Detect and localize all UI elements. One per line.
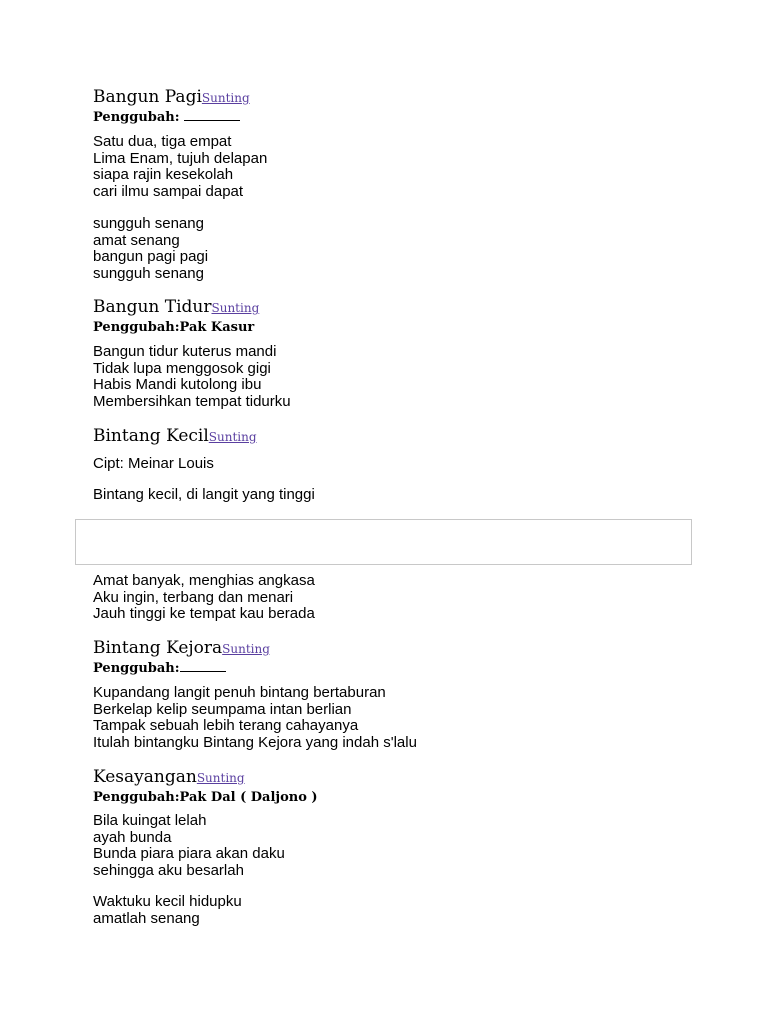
lyric-line: Tampak sebuah lebih terang cahayanya [93,717,359,735]
lyric-line: Waktuku kecil hidupku [93,893,242,910]
song-section-kesayangan [93,766,318,807]
embedded-content-box [75,519,692,565]
stanza [93,813,285,880]
edit-link[interactable]: Sunting [222,642,270,656]
stanza [93,134,267,201]
song-section-bintang-kecil [93,425,257,448]
composer-text: Penggubah: [93,110,185,125]
composer-line [93,789,318,807]
lyric-line: Lima Enam, tujuh delapan [93,149,268,167]
stanza [93,685,417,752]
lyric-line: Membersihkan tempat tidurku [93,393,291,411]
composer-line [93,109,250,127]
song-title-text: Bintang Kejora [93,638,223,658]
lyric-line: ayah bunda [93,828,172,846]
lyric-line: cari ilmu sampai dapat [93,183,244,201]
lyric-line: Bintang kecil, di langit yang tinggi [93,486,315,503]
lyric-line: Habis Mandi kutolong ibu [93,376,262,394]
song-title [93,86,250,109]
edit-link[interactable]: Sunting [201,91,250,105]
stanza [93,573,315,623]
stanza [93,216,208,283]
credit-line: Cipt: Meinar Louis [93,455,214,472]
lyric-line: Satu dua, tiga empat [93,133,232,150]
lyric-line: bangun pagi pagi [93,248,209,266]
composer-line [93,319,259,337]
composer-line [93,660,270,678]
edit-link[interactable]: Sunting [196,771,245,785]
lyric-line: Bila kuingat lelah [93,812,207,829]
blank-underline [180,660,226,672]
composer-text: Penggubah:Pak Dal ( Daljono ) [93,790,318,805]
lyric-line: Bangun tidur kuterus mandi [93,343,277,360]
song-title-text: Bangun Tidur [93,297,212,317]
edit-link[interactable]: Sunting [211,301,260,315]
lyric-line: Kupandang langit penuh bintang bertaburan [93,684,386,701]
lyric-line: Tidak lupa menggosok gigi [93,359,271,377]
lyric-line: Aku ingin, terbang dan menari [93,588,294,606]
song-title-text: Bintang Kecil [93,426,209,446]
song-title-text: Bangun Pagi [93,87,202,107]
song-title [93,296,259,319]
blank-underline [184,109,240,121]
song-title [93,637,270,660]
song-section-bangun-pagi [93,86,250,127]
lyric-line: sungguh senang [93,265,204,283]
song-title [93,425,257,448]
stanza [93,344,291,411]
lyric-line: Jauh tinggi ke tempat kau berada [93,605,315,623]
song-title [93,766,318,789]
lyric-line: Amat banyak, menghias angkasa [93,572,315,589]
song-section-bangun-tidur [93,296,259,337]
song-title-text: Kesayangan [93,767,197,787]
lyric-line: amat senang [93,231,180,249]
lyric-line: sungguh senang [93,215,204,232]
composer-text: Penggubah:Pak Kasur [93,320,255,335]
song-section-bintang-kejora [93,637,270,678]
lyric-line: sehingga aku besarlah [93,862,244,880]
composer-text: Penggubah: [93,661,180,676]
lyric-line: amatlah senang [93,909,200,927]
lyric-line: Bunda piara piara akan daku [93,845,285,863]
edit-link[interactable]: Sunting [208,430,257,444]
lyric-line: Itulah bintangku Bintang Kejora yang indah s'lalu [93,734,417,752]
stanza [93,894,242,927]
lyric-line: siapa rajin kesekolah [93,166,234,184]
lyric-line: Berkelap kelip seumpama intan berlian [93,700,352,718]
